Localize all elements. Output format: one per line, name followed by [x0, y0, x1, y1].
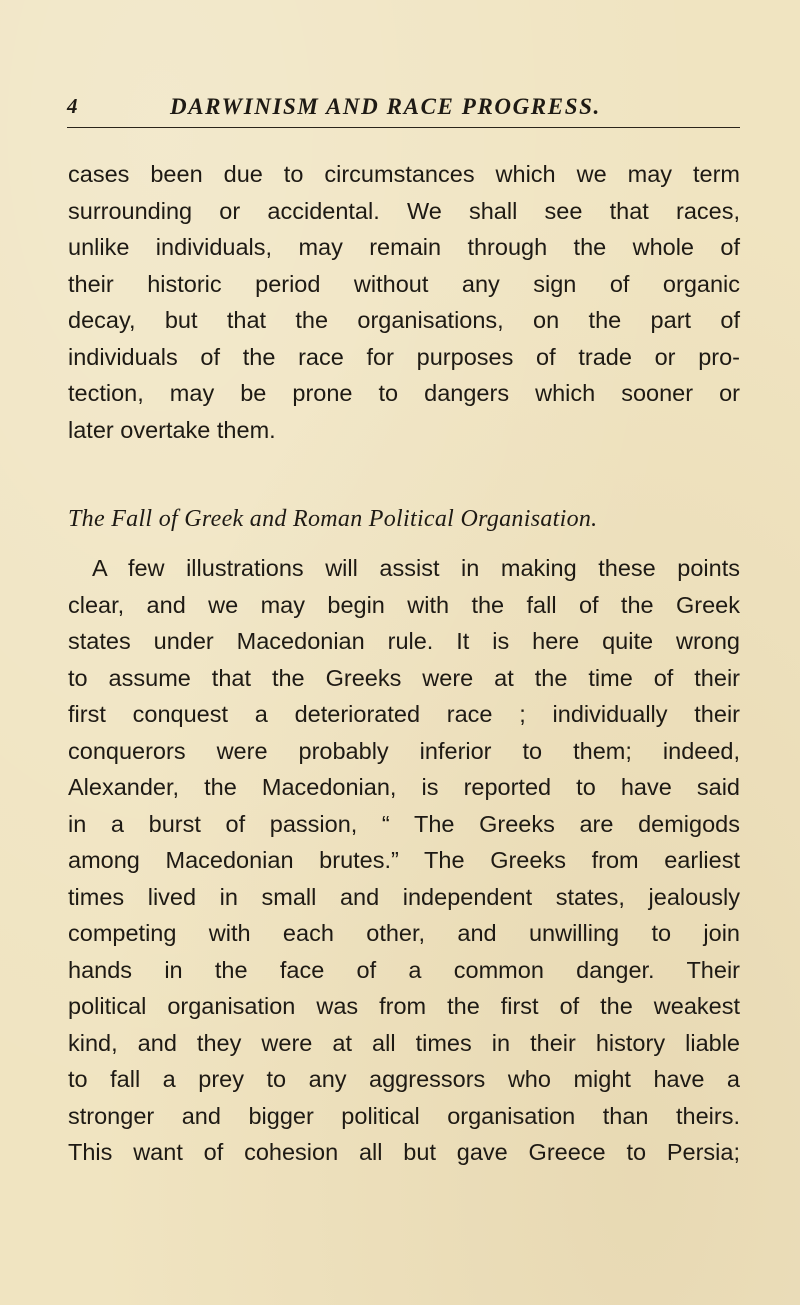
text-line: A few illustrations will assist in making these points [92, 555, 740, 581]
running-title: DARWINISM AND RACE PROGRESS. [170, 94, 601, 119]
text-line: Alexander, the Macedonian, is reported to have said [68, 774, 740, 800]
text-line: competing with each other, and unwilling to join [68, 920, 740, 946]
paragraph-1 [68, 156, 740, 448]
header-rule [67, 127, 740, 128]
text-line: states under Macedonian rule. It is here quite wrong [68, 628, 740, 654]
text-line: first conquest a deteriorated race ; individually their [68, 701, 740, 727]
text-line: individuals of the race for purposes of trade or pro- [68, 343, 740, 370]
running-head [67, 94, 739, 134]
text-line: among Macedonian brutes.” The Greeks from earliest [68, 847, 740, 873]
text-line: kind, and they were at all times in their history liable [68, 1029, 740, 1056]
text-line: times lived in small and independent states, jealously [68, 883, 740, 910]
paragraph-2 [68, 550, 740, 1171]
text-line: unlike individuals, may remain through the whole of [68, 234, 740, 260]
page-number: 4 [67, 94, 78, 118]
text-line: tection, may be prone to dangers which sooner or [68, 380, 740, 406]
text-line: cases been due to circumstances which we may term [68, 161, 740, 187]
text-line: decay, but that the organisations, on the part of [68, 307, 740, 333]
text-line: conquerors were probably inferior to them; indeed, [68, 737, 740, 764]
text-line: to fall a prey to any aggressors who might have a [68, 1066, 740, 1092]
section-heading: The Fall of Greek and Roman Political Organisation. [68, 506, 598, 532]
text-line: political organisation was from the first of the weakest [68, 993, 740, 1019]
text-line: This want of cohesion all but gave Greece to Persia; [68, 1139, 740, 1165]
text-line: to assume that the Greeks were at the time of their [68, 664, 740, 691]
text-line: in a burst of passion, “ The Greeks are demigods [68, 810, 740, 837]
text-line: hands in the face of a common danger. Their [68, 956, 740, 983]
text-line: their historic period without any sign of organic [68, 270, 740, 297]
text-line: stronger and bigger political organisation than theirs. [68, 1102, 740, 1129]
text-line: surrounding or accidental. We shall see that races, [68, 197, 740, 224]
text-line: later overtake them. [68, 416, 276, 443]
text-line: clear, and we may begin with the fall of the Greek [68, 591, 740, 618]
